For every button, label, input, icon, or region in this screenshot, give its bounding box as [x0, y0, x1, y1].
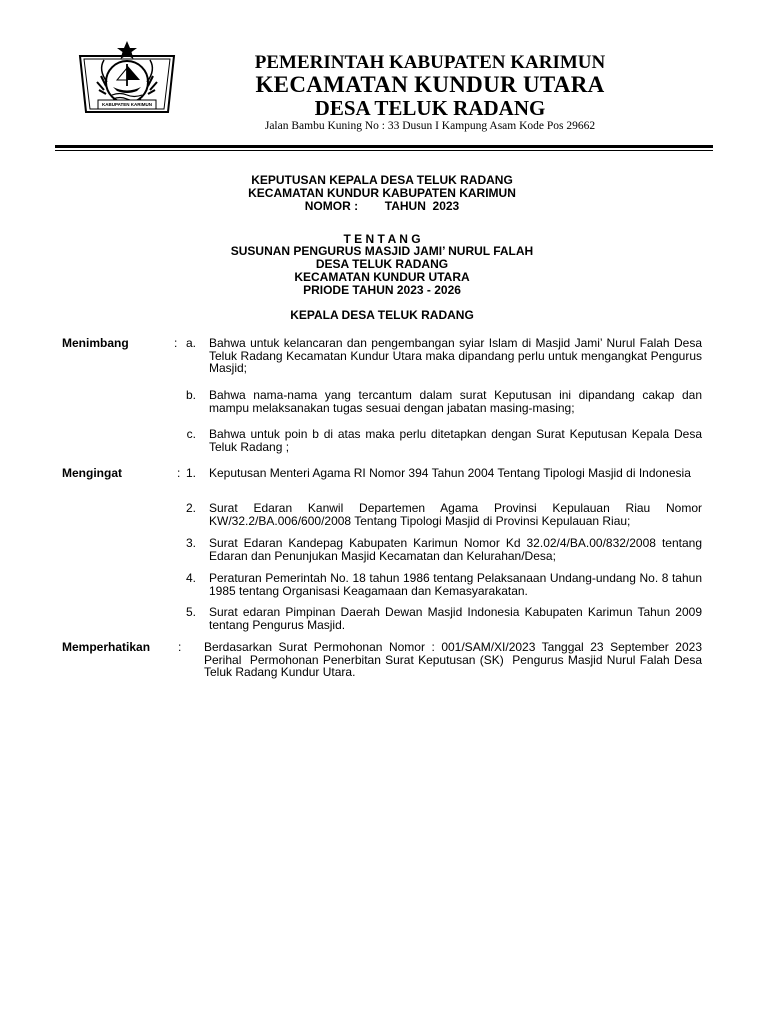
mengingat-item-4: Peraturan Pemerintah No. 18 tahun 1986 tentang Pelaksanaan Undang-undang No. 8 tahun 1985 tentang Organisasi Keagamaan dan Kemasyarakatan.	[209, 571, 702, 598]
mengingat-marker-4: 4.	[185, 571, 196, 585]
menimbang-marker-b: b.	[185, 388, 196, 402]
mengingat-item-1: Keputusan Menteri Agama RI Nomor 394 Tahun 2004 Tentang Tipologi Masjid di Indonesia	[209, 466, 691, 480]
seal-banner-text: KABUPATEN KARIMUN	[101, 102, 153, 107]
letterhead-government: PEMERINTAH KABUPATEN KARIMUN	[254, 52, 606, 73]
mengingat-item-3: Surat Edaran Kandepag Kabupaten Karimun Nomor Kd 32.02/4/BA.00/832/2008 tentang Edaran dan Penunjukan Masjid Kecamatan dan Kelurahan/Desa;	[209, 536, 702, 563]
mengingat-item-5: Surat edaran Pimpinan Daerah Dewan Masjid Indonesia Kabupaten Karimun Tahun 2009 tentang Pengurus Masjid.	[209, 605, 702, 632]
decree-subject-line4: PRIODE TAHUN 2023 - 2026	[303, 283, 461, 297]
mengingat-marker-3: 3.	[185, 536, 196, 550]
menimbang-item-a: Bahwa untuk kelancaran dan pengembangan syiar Islam di Masjid Jami’ Nurul Falah Desa Teluk Radang Kecamatan Kundur Utara maka dipandang perlu untuk mengangkat Pengurus Masjid;	[209, 336, 702, 375]
menimbang-marker-a: a.	[185, 336, 196, 350]
decree-title-line2: KECAMATAN KUNDUR KABUPATEN KARIMUN	[248, 186, 516, 200]
menimbang-item-b: Bahwa nama-nama yang tercantum dalam surat Keputusan ini dipandang cakap dan mampu melaksanakan tugas sesuai dengan jabatan masing-masing;	[209, 388, 702, 415]
letterhead-divider-thick	[55, 145, 713, 148]
mengingat-marker-1: 1.	[185, 466, 196, 480]
letterhead-address: Jalan Bambu Kuning No : 33 Dusun I Kampung Asam Kode Pos 29662	[264, 120, 596, 132]
letterhead-village: DESA TELUK RADANG	[314, 96, 546, 120]
menimbang-label: Menimbang	[62, 336, 129, 350]
mengingat-item-2: Surat Edaran Kanwil Departemen Agama Provinsi Kepulauan Riau Nomor KW/32.2/BA.006/600/2008 Tentang Tipologi Masjid di Provinsi Kepulauan Riau;	[209, 501, 702, 528]
decree-title-line1: KEPUTUSAN KEPALA DESA TELUK RADANG	[251, 173, 513, 187]
regency-seal-logo	[76, 38, 178, 122]
mengingat-colon: :	[177, 466, 181, 480]
mengingat-marker-2: 2.	[185, 501, 196, 515]
decree-subject-line3: KECAMATAN KUNDUR UTARA	[294, 270, 470, 284]
decree-about: T E N T A N G	[343, 232, 421, 246]
letterhead-district: KECAMATAN KUNDUR UTARA	[255, 72, 605, 97]
menimbang-item-c: Bahwa untuk poin b di atas maka perlu ditetapkan dengan Surat Keputusan Kepala Desa Teluk Radang ;	[209, 427, 702, 454]
memperhatikan-label: Memperhatikan	[62, 640, 151, 654]
letterhead-divider-thin	[55, 150, 713, 151]
memperhatikan-colon: :	[178, 640, 182, 654]
memperhatikan-text: Berdasarkan Surat Permohonan Nomor : 001/SAM/XI/2023 Tanggal 23 September 2023 Perihal Permohonan Penerbitan Surat Keputusan (SK) Pengurus Masjid Nurul Falah Desa Teluk Radang Kundur Utara.	[204, 640, 706, 679]
decree-subject-line2: DESA TELUK RADANG	[315, 257, 449, 271]
mengingat-marker-5: 5.	[185, 605, 196, 619]
decree-official: KEPALA DESA TELUK RADANG	[290, 308, 474, 322]
decree-number: NOMOR : TAHUN 2023	[304, 199, 460, 213]
menimbang-marker-c: c.	[186, 427, 196, 441]
menimbang-colon: :	[174, 336, 178, 350]
decree-subject-line1: SUSUNAN PENGURUS MASJID JAMI’ NURUL FALAH	[230, 244, 534, 258]
mengingat-label: Mengingat	[62, 466, 122, 480]
